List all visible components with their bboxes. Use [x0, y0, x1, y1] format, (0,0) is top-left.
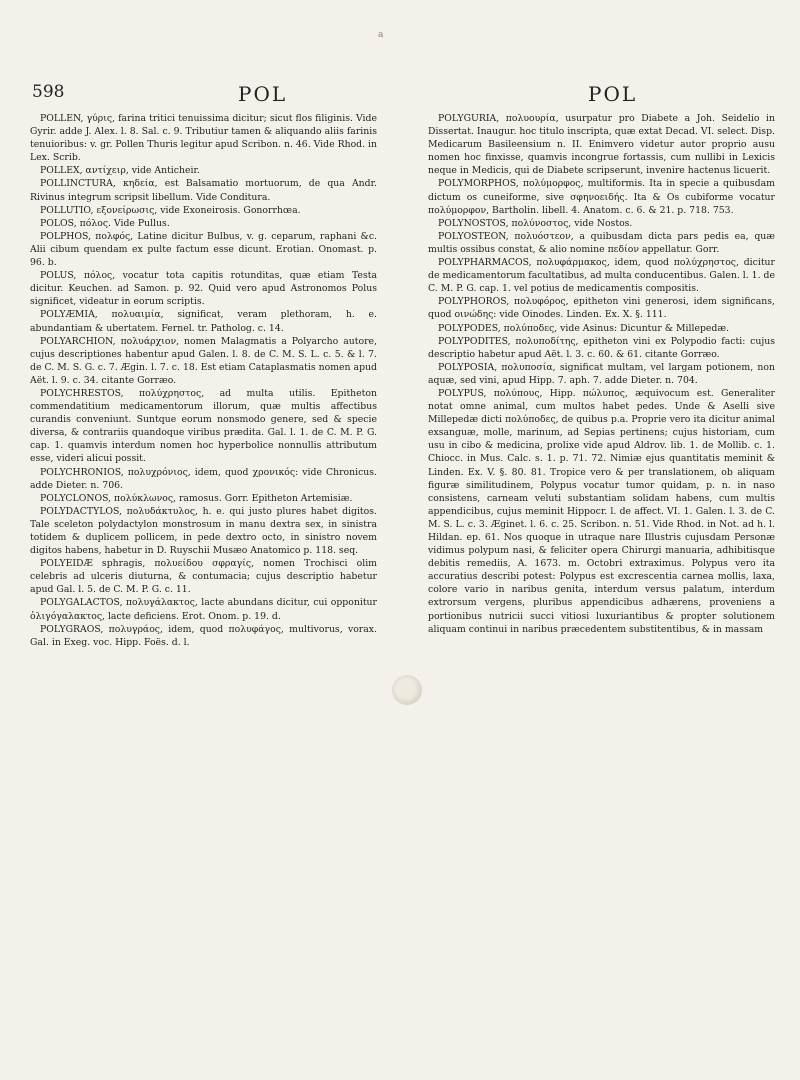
entry-polypodes: POLYPODES, πολύποδες, vide Asinus: Dicuntur & Millepedæ.	[438, 322, 730, 334]
entry-polyphoros: POLYPHOROS, πολυφόρος, epitheton vini generosi, idem significans, quod οινώδης: vide Oinodes. Linden. Ex. X. §. 111.	[428, 296, 775, 321]
thumb-smudge	[392, 675, 422, 705]
entry-polygalactos: POLYGALACTOS, πολυγάλακτος, lacte abundans dicitur, cui opponitur ὀλιγόγαλακτος, lacte deficiens. Erot. Onom. p. 19. d.	[30, 597, 377, 622]
entry-polyposia: POLYPOSIA, πολυποσία, significat multam, vel largam potionem, non aquæ, sed vini, apud Hipp. 7. aph. 7. adde Dieter. n. 704.	[428, 361, 775, 386]
right-column	[428, 112, 775, 1062]
entry-polyaemia: POLYÆMIA, πολυαιμία, significat, veram plethoram, h. e. abundantiam & ubertatem. Fernel. tr. Patholog. c. 14.	[30, 309, 377, 334]
entry-polydactylos: POLYDACTYLOS, πολυδάκτυλος, h. e. qui justo plures habet digitos. Tale sceleton polydactylon monstrosum in manu dextra sex, in sinistra totidem & duplicem pollicem, in pede dextro octo, in sinistro novem digitos habens, habetur in D. Ruyschii Musæo Anatomico p. 118. seq.	[30, 505, 377, 557]
entry-polos: POLOS, πόλος. Vide Pullus.	[40, 217, 170, 229]
entry-polyarchion: POLYARCHION, πολυάρχιον, nomen Malagmatis a Polyarcho autore, cujus descriptiones habentur apud Galen. l. 8. de C. M. S. L. c. 5. & l. 7. de C. M. S. G. c. 7. Ægin. l. 7. c. 18. Est etiam Cataplasmatis nomen apud Aët. l. 9. c. 34. citante Gorræo.	[30, 335, 377, 386]
entry-polynostos: POLYNOSTOS, πολύνοστος, vide Nostos.	[438, 217, 633, 229]
entry-polphos: POLPHOS, πολφός, Latine dicitur Bulbus, v. g. ceparum, raphani &c. Alii cibum quendam ex pulte factum esse dicunt. Erotian. Onomast. p. 96. b.	[30, 230, 377, 269]
entry-polus: POLUS, πόλος, vocatur tota capitis rotunditas, quæ etiam Testa dicitur. Keuchen. ad Samon. p. 92. Quid vero apud Astronomos Polus significet, videatur in eorum scriptis.	[30, 270, 377, 308]
entry-polymorphos: POLYMORPHOS, πολύμορφος, multiformis. Ita in specie a quibusdam dictum os cuneiforme, sive σφηνοειδής. Ita & Os cubiforme vocatur πολύμορφον, Bartholin. libell. 4. Anatom. c. 6. & 21. p. 718. 753.	[428, 178, 775, 216]
entry-polygraos: POLYGRAOS, πολυγράος, idem, quod πολυφάγος, multivorus, vorax. Gal. in Exeg. voc. Hipp. Foës. d. l.	[30, 623, 377, 648]
entry-polypodites: POLYPODITES, πολυποδίτης, epitheton vini ex Polypodio facti: cujus descriptio habetur apud Aët. l. 3. c. 60. & 61. citante Gorræo.	[428, 335, 775, 360]
page-header	[32, 82, 772, 110]
entry-polyclonos: POLYCLONOS, πολύκλωνος, ramosus. Gorr. Epitheton Artemisiæ.	[40, 492, 353, 504]
margin-mark: a	[378, 30, 384, 40]
entry-pollen: POLLEN, γύρις, farina tritici tenuissima dicitur; sicut flos filiginis. Vide Gyrir. adde J. Alex. l. 8. Sal. c. 9. Tributiur tamen & aliquando aliis farinis tenuioribus: v. gr. Pollen Thuris legitur apud Scribon. n. 46. Vide Rhod. in Lex. Scrib.	[30, 113, 377, 164]
running-head-right: POL	[588, 82, 638, 106]
page-number: 598	[32, 82, 65, 102]
entry-polychrestos: POLYCHRESTOS, πολύχρηστος, ad multa utilis. Epitheton commendatitium medicamentorum illorum, quæ multis affectibus curandis conveniunt. Suntque eorum nonsmodo genere, sed & specie diversa, & contrariis quandoque viribus prædita. Gal. l. 1. de C. M. P. G. cap. 1. quamvis interdum nomen hoc hyperbolice nonnullis attributum esse, videri alicui possit.	[30, 387, 377, 465]
entry-pollutio: POLLUTIO, εξονείρωσις, vide Exoneirosis. Gonorrhœa.	[40, 204, 301, 216]
entry-polyeidae: POLYEIDÆ sphragis, πολυείδου σφραγίς, nomen Trochisci olim celebris ad ulceris diuturna, & contumacia; cujus descriptio habetur apud Gal. l. 5. de C. M. P. G. c. 11.	[30, 558, 377, 596]
entry-polyosteon: POLYOSTEON, πολυόστεον, a quibusdam dicta pars pedis ea, quæ multis ossibus constat, & alio nomine πεδίον appellatur. Gorr.	[428, 230, 775, 255]
entry-polychronios: POLYCHRONIOS, πολυχρόνιος, idem, quod χρονικός: vide Chronicus. adde Dieter. n. 706.	[30, 466, 377, 491]
entry-polypharmacos: POLYPHARMACOS, πολυφάρμακος, idem, quod πολύχρηστος, dicitur de medicamentorum facultatibus, ad multa conducentibus. Galen. l. 1. de C. M. P. G. cap. 1. vel potius de medicamentis compositis.	[428, 257, 775, 295]
entry-polyguria: POLYGURIA, πολυουρία, usurpatur pro Diabete a Joh. Seidelio in Dissertat. Inaugur. hoc titulo inscripta, quæ extat Decad. VI. select. Disp. Medicarum Basileensium n. II. Enimvero videtur autor proprio ausu nomen hoc finxisse, quamvis incongrue fortassis, cum nullibi in Lexicis neque in Medicis, qui de Diabete scripserunt, invenire hactenus licuerit.	[428, 113, 775, 177]
left-column	[30, 112, 377, 1062]
running-head-left: POL	[238, 82, 288, 106]
entry-pollinctura: POLLINCTURA, κηδεία, est Balsamatio mortuorum, de qua Andr. Rivinus integrum scripsit libellum. Vide Conditura.	[30, 178, 377, 203]
entry-pollex: POLLEX, αντίχειρ, vide Anticheir.	[40, 165, 200, 177]
entry-polypus: POLYPUS, πολύπους, Hipp. πώλυπος, æquivocum est. Generaliter notat omne animal, cum multos habet pedes. Unde & Aselli sive Millepedæ dicti πολύποδες, de quibus p.a. Proprie vero ita dicitur animal exsanguæ, molle, marinum, ad Sepias pertinens; cujus historiam, cum usu in cibo & medicina, prolixe vide apud Aldrov. lib. 1. de Mollib. c. 1. Chiocc. in Mus. Calc. s. 1. p. 71. 72. Nimiæ ejus quantitatis meminit & Linden. Ex. V. §. 80. 81. Tropice vero & per translationem, ob aliquam figuræ similitudinem, Polypus vocatur tumor quidam, p. n. in naso consistens, carneam veluti substantiam solidam habens, cum multis appendicibus, cujus meminit Hippocr. l. de affect. VI. 1. Galen. l. 3. de C. M. S. L. c. 3. Æginet. l. 6. c. 25. Scribon. n. 51. Vide Rhod. in Not. ad h. l. Hildan. ep. 61. Nos quoque in utraque nare Illustris cujusdam Personæ vidimus polypum nasi, & feliciter opera Chirurgi manuaria, adhibitisque debitis remediis, A. 1673. m. Octobri extraximus. Polypus vero ita accuratius describi potest: Polypus est excrescentia carnea mollis, laxa, colore vario in naribus genita, interdum versus palatum, interdum extrorsum vergens, pluribus appendicibus adhærens, proveniens a portionibus nutricii succi vitiosi luxuriantibus & propter solutionem aliquam continui in naribus præcedentem substitentibus, & in massam	[428, 387, 775, 635]
